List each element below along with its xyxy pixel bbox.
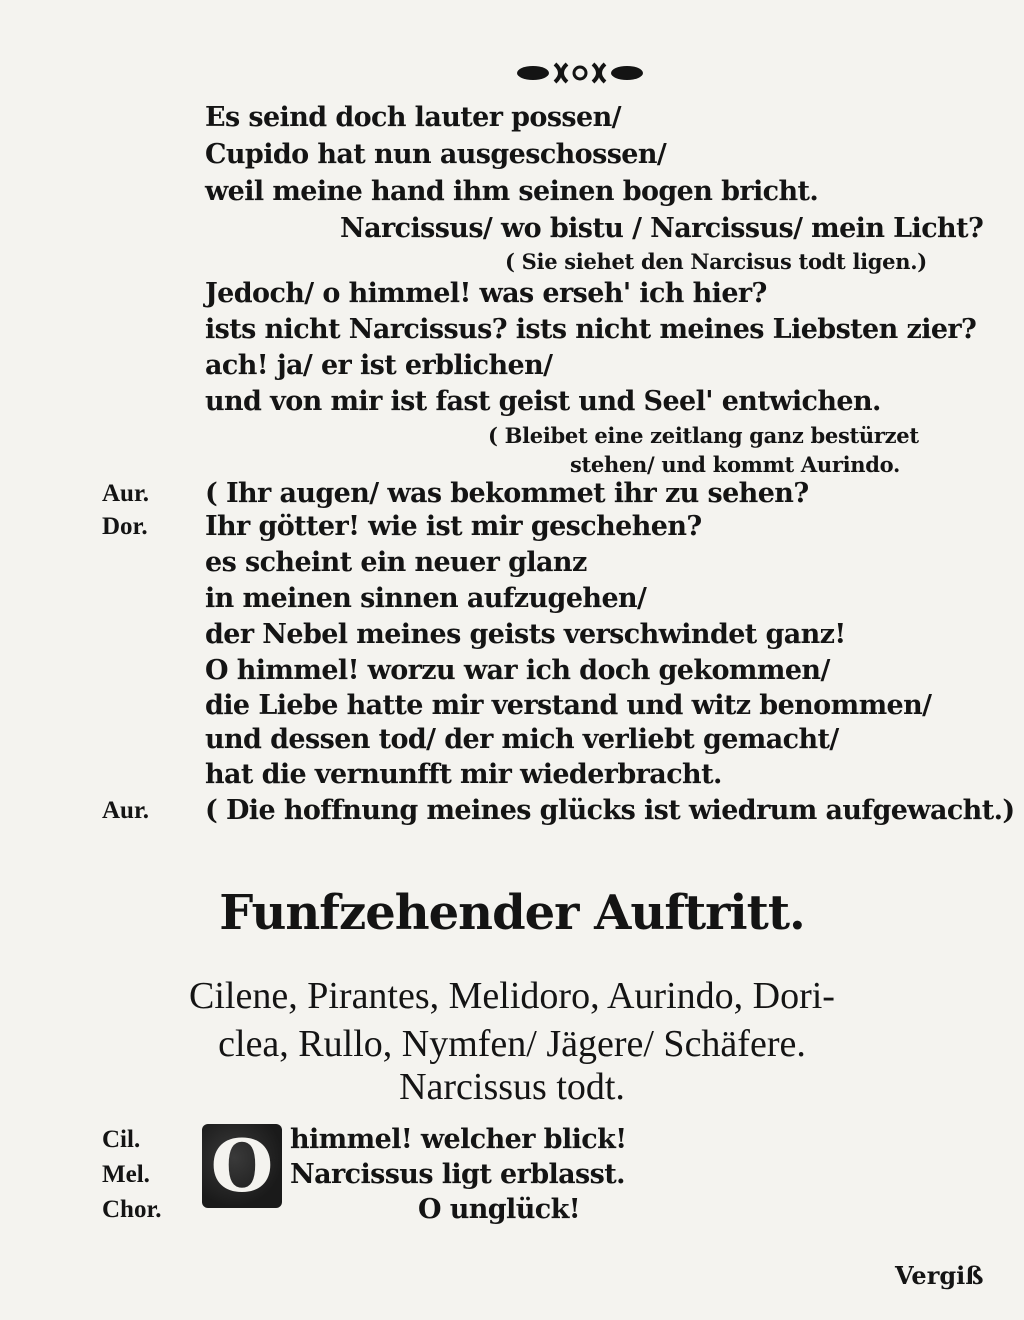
verse-line: Ihr götter! wie ist mir geschehen?: [205, 511, 702, 542]
speaker-label: Mel.: [102, 1161, 150, 1188]
verse-line: der Nebel meines geists verschwindet ganz!: [205, 619, 846, 650]
verse-line: ( Die hoffnung meines glücks ist wiedrum aufgewacht.): [205, 795, 1015, 826]
decorated-initial: [202, 1124, 282, 1208]
verse-line: ( Ihr augen/ was bekommet ihr zu sehen?: [205, 478, 809, 509]
stage-direction: stehen/ und kommt Aurindo.: [570, 452, 901, 477]
speaker-label: Aur.: [102, 797, 150, 824]
verse-line: Es seind doch lauter possen/: [205, 102, 621, 133]
catchword: Vergiß: [895, 1261, 984, 1290]
stage-direction: ( Bleibet eine zeitlang ganz bestürzet: [488, 423, 919, 448]
stage-direction: ( Sie siehet den Narcisus todt ligen.): [505, 249, 927, 274]
verse-line: Cupido hat nun ausgeschossen/: [205, 139, 667, 170]
verse-line: O himmel! worzu war ich doch gekommen/: [205, 655, 830, 686]
verse-line: die Liebe hatte mir verstand und witz benommen/: [205, 690, 932, 721]
header-ornament: [515, 60, 645, 86]
verse-line: ach! ja/ er ist erblichen/: [205, 350, 553, 381]
verse-line: O unglück!: [418, 1194, 580, 1225]
verse-line: in meinen sinnen aufzugehen/: [205, 583, 647, 614]
speaker-label: Dor.: [102, 513, 148, 540]
verse-line: und von mir ist fast geist und Seel' entwichen.: [205, 386, 881, 417]
cast-line: clea, Rullo, Nymfen/ Jägere/ Schäfere.: [218, 1023, 806, 1065]
speaker-label: Aur.: [102, 480, 150, 507]
verse-line: ists nicht Narcissus? ists nicht meines Liebsten zier?: [205, 314, 977, 345]
speaker-label: Chor.: [102, 1196, 162, 1223]
verse-line: himmel! welcher blick!: [290, 1124, 627, 1155]
verse-line: weil meine hand ihm seinen bogen bricht.: [205, 176, 819, 207]
verse-line: es scheint ein neuer glanz: [205, 547, 587, 578]
speaker-label: Cil.: [102, 1126, 141, 1153]
verse-line: und dessen tod/ der mich verliebt gemacht/: [205, 724, 839, 755]
verse-line: hat die vernunfft mir wiederbracht.: [205, 759, 722, 790]
dropcap-letter: O: [210, 1123, 274, 1208]
ornament-icon: [515, 60, 645, 86]
scene-heading: Funfzehender Auftritt.: [219, 885, 805, 941]
verse-line: Jedoch/ o himmel! was erseh' ich hier?: [205, 278, 767, 309]
verse-line: Narcissus ligt erblasst.: [290, 1159, 625, 1190]
cast-line: Cilene, Pirantes, Melidoro, Aurindo, Dori-: [189, 975, 835, 1017]
verse-line: Narcissus/ wo bistu / Narcissus/ mein Licht?: [340, 213, 984, 244]
cast-line: Narcissus todt.: [399, 1066, 625, 1108]
